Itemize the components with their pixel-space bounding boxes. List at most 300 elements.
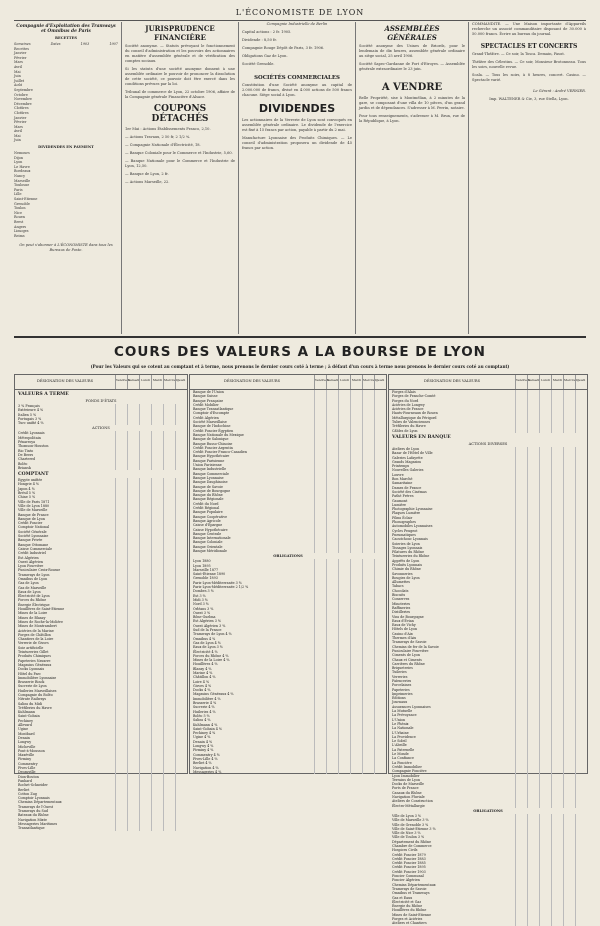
row-label: Plaques Lumière: [392, 511, 421, 516]
row-label: Fives-Lille 4 %: [193, 756, 218, 761]
row-label: Banque Coloniale: [193, 540, 223, 545]
section-heading: VALEURS A TERME: [18, 392, 69, 397]
coupons-title: COUPONS DÉTACHÉS: [151, 104, 209, 124]
row-label: Grenoble 1893: [193, 576, 218, 581]
row-label: Berliet 4 %: [193, 761, 212, 766]
row-label: Énergie Électrique: [18, 602, 50, 607]
price-cell: [115, 421, 127, 425]
rows-obligations: [190, 559, 386, 774]
row-label: Ville de Paris 1871: [18, 499, 50, 504]
row-label: L'Union: [392, 717, 406, 722]
table-row: [389, 804, 587, 808]
spectacles-title: SPECTACLES ET CONCERTS: [480, 43, 578, 50]
societes-paragraph: Constitution d'une Société anonyme au capital de 2.000.000 de francs, divisé en 4.000 actions de 500 francs chacune. Siège social à Lyon.: [242, 83, 352, 97]
row-label: Houillères 4 %: [193, 662, 218, 667]
row-label: Tramways de Lyon 4 %: [193, 632, 232, 637]
row-label: — Banque de Lyon, 2 fr.: [125, 172, 169, 176]
table-row: [190, 770, 386, 774]
row-label: Crédit Immobilier: [392, 764, 422, 769]
row-label: Banque Lyonnaise: [193, 475, 224, 480]
row-label: Banque Transatlantique: [193, 407, 234, 412]
row-label: Assurances Lyonnaises: [392, 704, 431, 709]
row-label: Chambre de Commerce: [392, 843, 432, 848]
row-label: Crédit Foncier 1903: [392, 869, 426, 874]
day-header: Lundi: [539, 375, 551, 389]
row-label: Ville de Lyon 1880: [18, 503, 50, 508]
coupon-item: [125, 143, 235, 148]
price-cell: [374, 770, 386, 774]
row-label: Tubes de Valenciennes: [392, 420, 431, 425]
row-label: Sud de la France: [193, 628, 222, 633]
recettes-table: [14, 47, 118, 143]
row-label: Département du Rhône: [392, 839, 432, 844]
row-label: Docks Lyonnais: [18, 667, 45, 672]
row-label: Société Marseillaise: [193, 420, 227, 425]
row-label: Ville de Saint-Etienne 3 %: [392, 826, 436, 831]
row-label: Novembre: [14, 97, 32, 102]
row-label: La Providence: [392, 734, 416, 739]
section-heading: COMPTANT: [18, 472, 49, 478]
table-header: [389, 375, 587, 390]
row-label: La Paternelle: [392, 747, 415, 752]
row-label: Commentry 4 %: [193, 752, 220, 757]
row-label: Banque Commerciale: [193, 471, 229, 476]
price-cell: [515, 804, 527, 808]
row-label: Ugine: [18, 727, 29, 732]
row-label: Savonneries: [392, 571, 413, 576]
section-rule: [14, 336, 586, 338]
row-label: Boléo: [18, 461, 28, 466]
price-cell: [515, 921, 527, 925]
row-label: Houillères de Saint-Etienne: [18, 607, 65, 612]
row-label: Huileries Marseillaises: [18, 688, 57, 693]
row-label: Ville de Grenoble 3 %: [392, 822, 429, 827]
section-subheading: FONDS D'ÉTATS: [85, 399, 117, 403]
day-header: Lundi: [338, 375, 350, 389]
row-label: Salins du Midi: [18, 701, 43, 706]
section-subheading: ACTIONS DIVERSES: [468, 441, 508, 446]
row-label: Brésil 5 %: [18, 491, 36, 496]
row-label: Châtillon 4 %: [193, 675, 216, 680]
row-label: Limoges: [14, 229, 29, 234]
coupon-item: [125, 127, 235, 132]
row-label: Brasserie 4 %: [193, 701, 217, 706]
spectacles-paragraph: Scala. — Tous les soirs, à 8 heures, concert. Casino. — Spectacle varié.: [472, 73, 586, 82]
jurisprudence-paragraph: Tribunal de commerce de Lyon, 22 octobre 1906, affaire de la Compagnie générale Financière d'Alsace.: [125, 90, 235, 99]
row-label: Films Éclair: [392, 515, 413, 520]
masthead-rule: [14, 20, 586, 21]
price-cell: [362, 770, 374, 774]
row-label: Navigation 4 %: [193, 765, 219, 770]
rows-obligations-right: [389, 814, 587, 926]
price-cell: [563, 921, 575, 925]
rows-banques: [190, 390, 386, 553]
price-cell: [563, 804, 575, 808]
row-label: Dombes 3 %: [193, 589, 214, 594]
row-label: Éditions: [392, 696, 406, 701]
row-label: Teintureries du Rhône: [392, 554, 430, 559]
row-label: Nouvelles Galeries: [392, 468, 424, 473]
row-label: Décembre: [14, 101, 32, 106]
row-label: Forges du Nord: [392, 398, 419, 403]
row-label: L'Abeille: [392, 743, 407, 748]
row-label: Dames de France: [392, 485, 422, 490]
row-label: Loire 4 %: [193, 679, 210, 684]
row-label: Janvier: [14, 115, 27, 120]
row-label: Eaux de Lyon 3 %: [193, 645, 223, 650]
row-label: Immobilière Lyonnaise: [18, 675, 57, 680]
row-label: Ciments de Lyon: [392, 653, 421, 658]
price-cell: [163, 466, 175, 470]
row-label: Docks 4 %: [193, 688, 211, 693]
row-label: Lyon Fourvière: [18, 564, 44, 569]
a-vendre-title: A VENDRE: [381, 82, 443, 93]
price-cell: [175, 466, 187, 470]
row-label: Tréfileries du Havre: [18, 705, 52, 710]
row-label: Chocolats: [392, 588, 409, 593]
row-label: Japon 4 %: [18, 486, 35, 491]
spectacles-paragraph: Théâtre des Célestins. — Ce soir, Monsieur Brotonneau. Tous les soirs, nouvelle revue.: [472, 60, 586, 69]
a-vendre-paragraph: Belle Propriété, sise à Montmélian, à 2 minutes de la gare, se composant d'une villa de 10 pièces, d'un grand jardin et de dépendances. S'adresser à M. Perrin, notaire.: [359, 96, 465, 110]
row-label: Forces du Rhône: [18, 598, 47, 603]
row-label: Papeteries Navarre: [18, 658, 51, 663]
row-label: Tuileries: [392, 670, 407, 675]
row-label: Mines de Roche-la-Molière: [18, 619, 63, 624]
row-label: Funiculaire Fourvière: [392, 648, 429, 653]
row-label: Verrerie de Givors: [18, 641, 49, 646]
bourse-title: COURS DES VALEURS A LA BOURSE DE LYON: [114, 344, 486, 360]
row-label: Bateaux du Rhône: [18, 813, 49, 818]
row-label: La Prévoyance: [392, 713, 417, 718]
row-label: Ville de Nice 3 %: [392, 831, 421, 836]
subscription-note: On peut s'abonner à L'ÉCONOMISTE dans tous les Bureaux de Poste.: [19, 243, 113, 253]
row-label: Reims: [14, 233, 25, 238]
dividendes-heading: DIVIDENDES EN PAYMENT: [38, 145, 94, 150]
column-spectacles: [472, 22, 586, 332]
row-label: Biscuits: [392, 593, 406, 598]
row-label: Caisse Hypothécaire: [193, 527, 228, 532]
day-header: Samedi: [527, 375, 539, 389]
row-label: Galeries Lafayette: [392, 455, 423, 460]
row-label: Saint-Gobain 4 %: [193, 726, 223, 731]
section-subheading: ACTIONS: [92, 426, 110, 431]
price-cell: [151, 826, 163, 830]
row-label: Comptoir National: [18, 525, 50, 530]
row-label: Est Algérien: [18, 555, 39, 560]
row-label: Longwy 4 %: [193, 744, 214, 749]
row-label: Allumettes: [392, 580, 410, 585]
row-label: De Beers: [18, 452, 34, 457]
row-label: Canaux du Rhône: [392, 790, 422, 795]
row-label: Clotûres: [14, 106, 29, 111]
row-label: Hospices Civils: [392, 848, 418, 853]
day-header: Jeudi: [575, 375, 587, 389]
row-label: Électro-Métallurgie: [392, 803, 425, 808]
row-label: Lyon 1880: [193, 559, 211, 564]
row-label: Le Phénix: [392, 721, 409, 726]
row-label: Allevard: [18, 723, 32, 728]
row-label: Marseille: [14, 178, 31, 183]
coupon-item: [125, 180, 235, 185]
row-label: Banque de l'Indochine: [193, 424, 231, 429]
row-label: Ouest 3 %: [193, 610, 211, 615]
row-label: Mines de Blanzy: [18, 615, 46, 620]
coupons-list: [125, 127, 235, 185]
row-label: Crédit Foncier Franco-Canadien: [193, 450, 247, 455]
row-label: L'Urbaine: [392, 730, 409, 735]
price-cell: [314, 770, 326, 774]
row-label: Chaux et Ciments: [392, 657, 422, 662]
row-label: Ville de Toulon 3 %: [392, 835, 425, 840]
row-label: Dijon: [14, 155, 24, 160]
day-header: Vendredi: [115, 375, 127, 389]
row-label: Union Parisienne: [193, 463, 222, 468]
tramways-title: Compagnie d'Exploitation des Tramways et Omnibus de Paris: [16, 24, 116, 34]
row-label: Banque Parisienne: [193, 458, 225, 463]
row-label: Société Lyonnaise: [18, 534, 49, 539]
row-label: Bazar de l'Hôtel de Ville: [392, 451, 433, 456]
row-label: Portugais 3 %: [18, 416, 42, 421]
spectacles-paragraph: Grand-Théâtre. — Ce soir, la Tosca. Demain, Faust.: [472, 52, 565, 56]
row-label: Immobilière 4 %: [193, 696, 221, 701]
row-label: Tramways de l'Ouest: [18, 804, 54, 809]
price-cell: [163, 421, 175, 425]
row-label: Berliet: [18, 787, 30, 792]
row-label: Conserves: [392, 597, 410, 602]
row-label: Forges de Franche-Comté: [392, 394, 436, 399]
row-label: Crédit Lyonnais: [18, 431, 45, 436]
row-label: Marseille 1877: [193, 567, 219, 572]
row-label: Mines de la Loire: [18, 611, 48, 616]
row-label: Banque Nationale du Mexique: [193, 432, 244, 437]
row-label: Caisse Commerciale: [18, 546, 53, 551]
row-label: Docks de Marseille: [392, 782, 424, 787]
row-label: Paris-Lyon-Méditerranée 2 1/2 %: [193, 585, 249, 590]
row-label: Produits Chimiques: [18, 654, 51, 659]
row-label: Longwy: [18, 740, 32, 745]
row-label: Gaz et Eaux: [392, 895, 413, 900]
row-label: Sucrerie 4 %: [193, 705, 215, 710]
row-label: Aciéries de France: [392, 407, 424, 412]
row-label: Lyon Immobilier: [392, 773, 420, 778]
row-label: La Mutuelle: [392, 709, 413, 714]
price-cell: [563, 429, 575, 433]
row-label: Crédit Foncier 1879: [392, 852, 426, 857]
row-label: Électricité de Lyon: [18, 594, 50, 599]
price-cell: [575, 921, 587, 925]
day-header: Mercredi: [362, 375, 374, 389]
row-label: Le Havre: [14, 164, 30, 169]
rows-forges: [389, 390, 587, 433]
row-label: Mines de Montrambert: [18, 624, 57, 629]
section-subheading: OBLIGATIONS: [473, 808, 503, 813]
row-label: Crédit Algérien: [193, 415, 219, 420]
row-label: Lille: [14, 192, 22, 197]
row-label: Mines de Saint-Etienne: [392, 912, 432, 917]
row-label: Ouest Algérien 3 %: [193, 623, 226, 628]
bourse-table-left: [14, 374, 188, 831]
row-label: Pénarroya: [18, 440, 36, 445]
price-cell: [374, 549, 386, 553]
price-cell: [515, 429, 527, 433]
rows-actions-diverses: [389, 447, 587, 808]
row-label: Février: [14, 55, 27, 60]
row-label: — Actions Marseille, 22.: [125, 180, 170, 184]
row-label: Raffineries: [392, 605, 411, 610]
table-row: [15, 421, 187, 425]
row-label: Lumière: [392, 502, 406, 507]
table-row: [14, 138, 118, 143]
table-row: [15, 466, 187, 470]
row-label: Février: [14, 120, 27, 125]
price-cell: [575, 804, 587, 808]
row-label: Pont-à-Mousson: [18, 748, 45, 753]
row-label: — Banque Nationale pour le Commerce et l'Industrie de Lyon, 12,50.: [125, 159, 235, 168]
row-label: Banque de Salonique: [193, 437, 229, 442]
row-label: Montbard: [18, 731, 35, 736]
row-label: Tramways de Savoie: [392, 640, 427, 645]
row-label: Banque Privée: [18, 538, 43, 543]
row-label: Caoutchouc Lyonnais: [392, 537, 428, 542]
row-label: Grenoble: [14, 201, 30, 206]
row-label: Ateliers de Lyon: [392, 446, 420, 451]
row-label: Messageries 4 %: [193, 769, 222, 774]
row-label: Banque de Bourgogne: [193, 488, 231, 493]
row-label: Chartered: [18, 457, 36, 462]
price-cell: [575, 429, 587, 433]
row-label: Transatlantique: [18, 826, 45, 831]
row-label: Forges et Aciéries: [392, 917, 423, 922]
row-label: Produits Lyonnais: [392, 562, 423, 567]
row-label: Bon Marché: [392, 477, 413, 482]
row-label: Rochet-Schneider: [18, 783, 48, 788]
day-header: Lundi: [139, 375, 151, 389]
row-label: Banque de Savoie: [193, 484, 223, 489]
row-label: Saint-Etienne 1890: [193, 572, 226, 577]
price-cell: [139, 466, 151, 470]
row-label: Crédit Foncier 1885: [392, 861, 426, 866]
price-cell: [326, 549, 338, 553]
row-label: Crédit Industriel: [18, 551, 46, 556]
day-header: Vendredi: [314, 375, 326, 389]
day-header: Mercredi: [563, 375, 575, 389]
dividendes-paragraph: Les actionnaires de la Verrerie de Lyon sont convoqués en assemblée générale ordinaire. Le dividende de l'exercice est fixé à 15 francs par action, payable à partir du 2 mai.: [242, 118, 352, 132]
column-divider: [121, 22, 122, 334]
row-label: Clotûres: [14, 110, 29, 115]
column-divider: [355, 22, 356, 334]
price-cell: [539, 429, 551, 433]
dividendes-title: DIVIDENDES: [258, 102, 336, 115]
industrielle-heading: Compagnie Industrielle de Berlin: [266, 22, 328, 26]
row-label: Forges d'Alais: [392, 390, 416, 394]
gerant-signature: Le Gérant : André VERNIER.: [533, 89, 586, 93]
row-label: Crédit Foncier 1895: [392, 865, 426, 870]
price-cell: [326, 770, 338, 774]
row-label: Thermes d'Aix: [392, 636, 416, 641]
header-cell: 1903: [80, 42, 90, 46]
row-label: Tramways du Sud: [18, 809, 49, 814]
row-label: Messageries Maritimes: [18, 821, 58, 826]
row-label: Banque Hypothécaire: [193, 454, 230, 459]
row-label: Banque de France: [18, 512, 49, 517]
price-cell: [527, 921, 539, 925]
row-label: Bône-Guelma: [193, 615, 216, 620]
row-label: Rouen: [14, 215, 25, 220]
row-label: Ville de Marseille: [18, 508, 48, 513]
header-cell: 1907: [109, 42, 118, 46]
row-label: Crédit Foncier: [18, 521, 43, 526]
assemblees-paragraph: Société anonyme des Usines de Briords, pour le lendemain de dix heures, assemblée générale ordinaire au siège social, 25 avril 1906.: [359, 44, 465, 58]
row-label: Août: [14, 83, 23, 88]
row-label: Électricité et Gaz: [392, 899, 422, 904]
row-label: Givors 4 %: [193, 683, 212, 688]
row-label: Tréfileries du Havre: [392, 424, 426, 429]
table-row: [190, 549, 386, 553]
row-label: Casino d'Aix: [392, 631, 413, 636]
row-label: Cotton Zug: [18, 791, 37, 796]
row-label: Rio Tinto: [18, 448, 34, 453]
row-label: Mai: [14, 133, 21, 138]
row-label: Hôtel du Parc: [18, 671, 41, 676]
row-label: Nitrate Railways: [18, 697, 47, 702]
coupon-item: [125, 135, 235, 140]
row-label: Banque Méridionale: [193, 548, 227, 553]
row-label: Gaz de Marseille: [18, 585, 47, 590]
row-label: Banque Industrielle: [193, 467, 227, 472]
printer-imprint: Imp. WALTENER & Cie, 3, rue Stella, Lyon.: [489, 97, 569, 101]
row-label: Saint-Gobain: [18, 714, 40, 719]
row-label: Pathé Frères: [392, 494, 414, 499]
row-label: Tramways de Savoie: [392, 886, 427, 891]
table-header: [190, 375, 386, 390]
assemblees-paragraph: Société Sapec-Gardanne de Fort d'Etroyes. — Assemblée générale extraordinaire le 23 juin.: [359, 62, 465, 71]
row-label: Hauts-Fourneaux de Rouen: [392, 411, 438, 416]
price-cell: [539, 804, 551, 808]
row-label: Boléo 5 %: [193, 713, 210, 718]
row-label: Navigation Mixte: [18, 817, 47, 822]
row-label: Omnibus et Tramways: [392, 891, 430, 896]
price-cell: [314, 549, 326, 553]
row-label: Juillet: [14, 78, 25, 83]
row-label: Câbles de Lyon: [392, 428, 418, 433]
row-label: Mars: [14, 60, 23, 65]
row-label: Aciéries de la Marine: [18, 628, 54, 633]
row-label: Tissages Lyonnais: [392, 545, 423, 550]
row-label: Louvre: [392, 472, 404, 477]
row-label: Ville de Marseille 3 %: [392, 818, 429, 823]
row-label: Journaux: [392, 700, 408, 705]
coupon-item: [125, 159, 235, 169]
row-label: Banque Populaire: [193, 510, 223, 515]
designation-header: DÉSIGNATION DES VALEURS: [223, 379, 281, 383]
column-jurisprudence: [125, 22, 235, 332]
row-label: 1er Mai : Actions Établissements Franco, 2,10.: [125, 127, 211, 131]
row-label: Compagnie du Boléo: [18, 693, 53, 697]
row-label: Vins de Bourgogne: [392, 614, 424, 619]
row-label: Grands Magasins: [392, 459, 422, 464]
row-label: Extérieure 4 %: [18, 408, 44, 413]
row-label: Pechiney 4 %: [193, 731, 216, 736]
industrielle-line: Dividende : 8,50 fr.: [242, 38, 277, 42]
row-label: Navigation Fluviale: [392, 795, 425, 800]
rows-comptant: [15, 478, 187, 830]
row-label: Verreries: [392, 674, 408, 679]
row-label: Paris: [14, 187, 23, 192]
header-cell: Dates: [50, 42, 61, 46]
row-label: Crédit du Nord: [193, 501, 219, 506]
row-label: Nice: [14, 210, 22, 215]
row-label: Ville de Lyon 3 %: [392, 813, 422, 818]
